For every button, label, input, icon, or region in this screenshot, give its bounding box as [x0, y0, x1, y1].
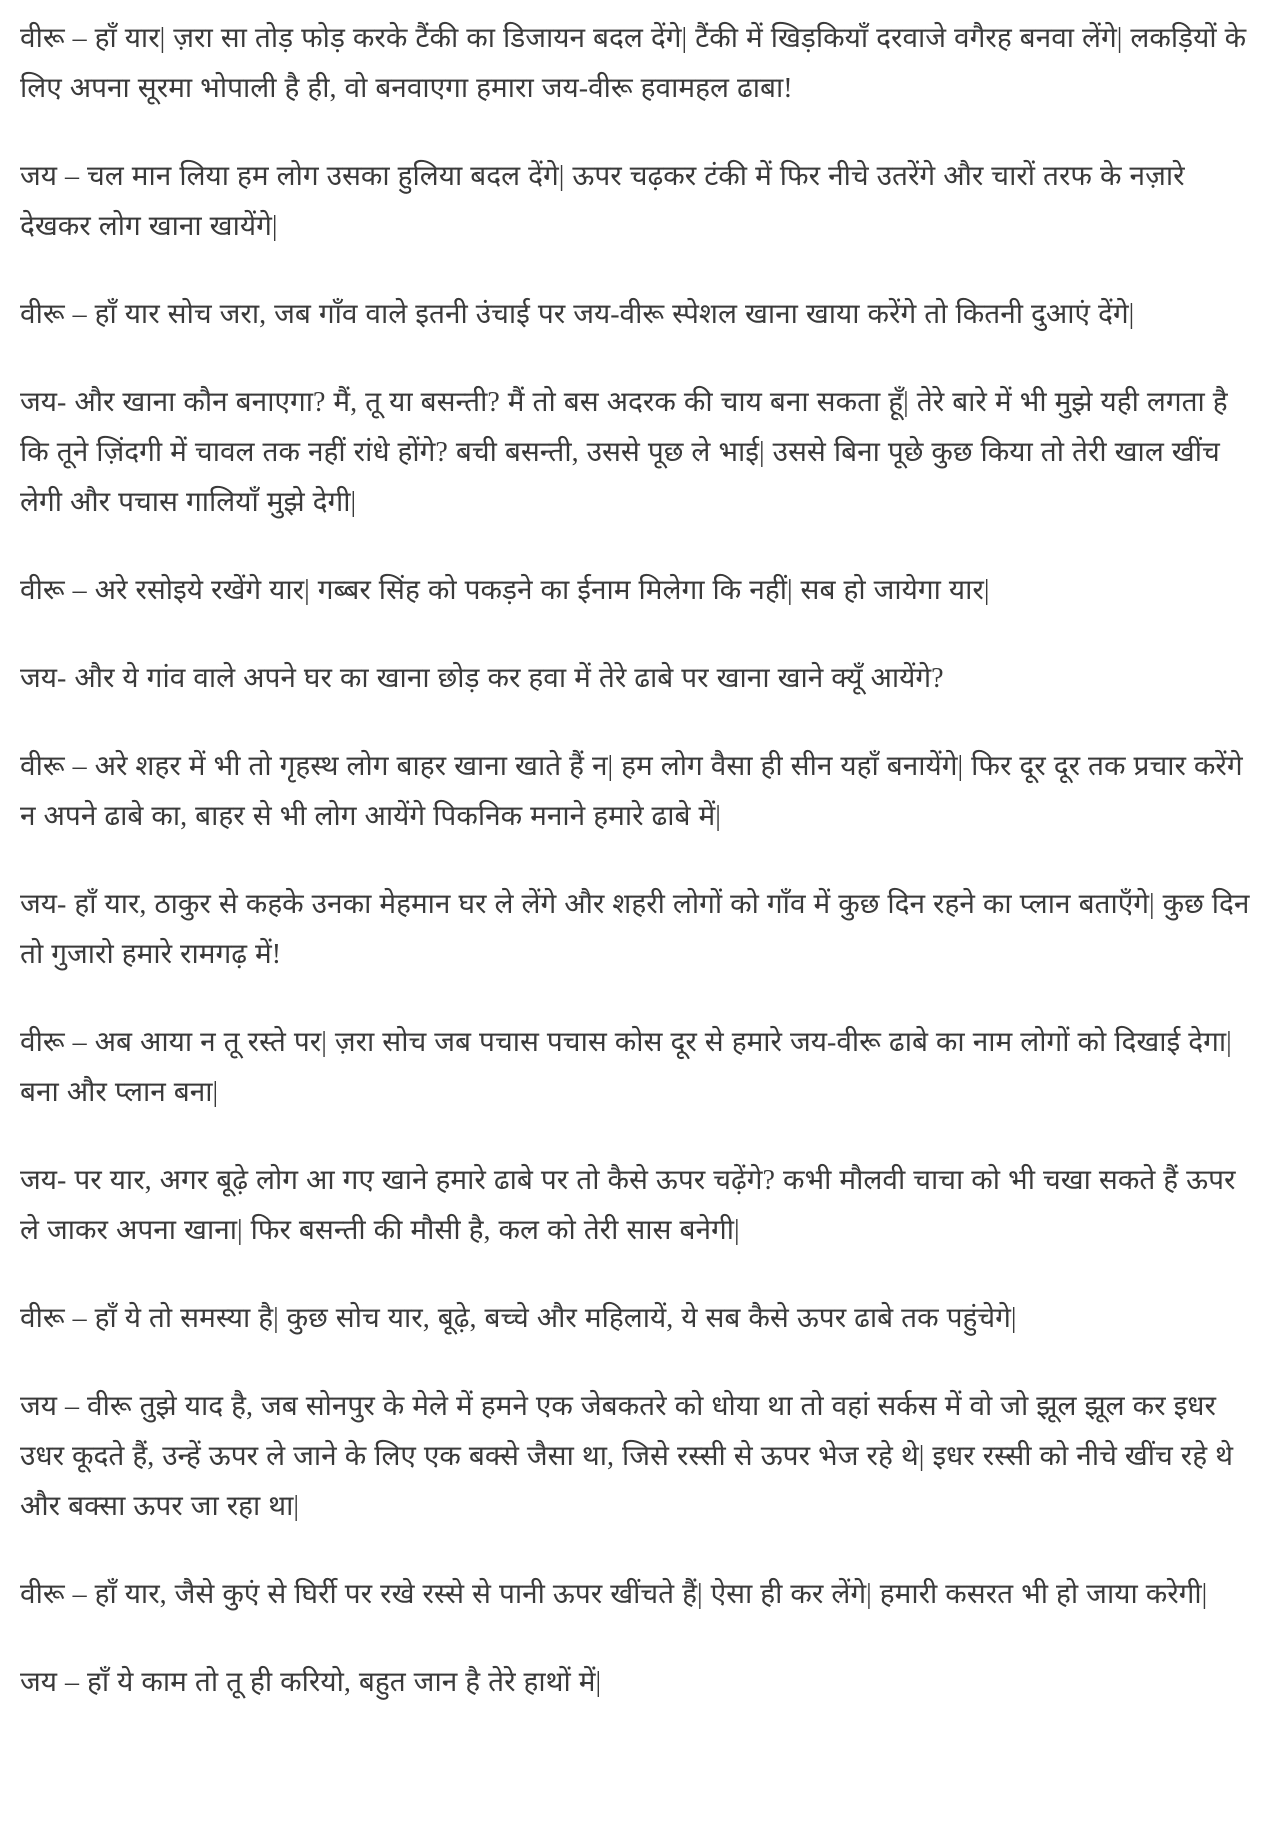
dialogue-paragraph: वीरू – हाँ यार, जैसे कुएं से घिर्री पर रखे रस्से से पानी ऊपर खींचते हैं| ऐसा ही कर लेंगे| हमारी कसरत भी हो जाया करेगी|	[20, 1579, 1208, 1610]
dialogue-paragraph: जय – चल मान लिया हम लोग उसका हुलिया बदल देंगे| ऊपर चढ़कर टंकी में फिर नीचे उतरेंगे और चारों तरफ के नज़ारे देखकर लोग खाना खायेंगे|	[20, 161, 1185, 242]
dialogue-paragraph: जय- और ये गांव वाले अपने घर का खाना छोड़ कर हवा में तेरे ढाबे पर खाना खाने क्यूँ आयेंगे?	[20, 663, 944, 694]
dialogue-paragraph: जय- और खाना कौन बनाएगा? मैं, तू या बसन्ती? मैं तो बस अदरक की चाय बना सकता हूँ| तेरे बारे में भी मुझे यही लगता है कि तूने ज़िंदगी में चावल तक नहीं रांधे होंगे? बची बसन्ती, उससे पूछ ले भाई| उससे बिना पूछे कुछ किया तो तेरी खाल खींच लेगी और पचास गालियाँ मुझे देगी|	[20, 387, 1228, 518]
dialogue-paragraph: वीरू – अरे रसोइये रखेंगे यार| गब्बर सिंह को पकड़ने का ईनाम मिलेगा कि नहीं| सब हो जायेगा यार|	[20, 575, 990, 606]
dialogue-paragraph: वीरू – हाँ ये तो समस्या है| कुछ सोच यार, बूढ़े, बच्चे और महिलायें, ये सब कैसे ऊपर ढाबे तक पहुंचेगे|	[20, 1303, 1017, 1334]
dialogue-paragraph: जय – वीरू तुझे याद है, जब सोनपुर के मेले में हमने एक जेबकतरे को धोया था तो वहां सर्कस में वो जो झूल झूल कर इधर उधर कूदते हैं, उन्हें ऊपर ले जाने के लिए एक बक्से जैसा था, जिसे रस्सी से ऊपर भेज रहे थे| इधर रस्सी को नीचे खींच रहे थे और बक्सा ऊपर जा रहा था|	[20, 1391, 1234, 1522]
dialogue-paragraph: वीरू – हाँ यार सोच जरा, जब गाँव वाले इतनी उंचाई पर जय-वीरू स्पेशल खाना खाया करेंगे तो कितनी दुआएं देंगे|	[20, 299, 1135, 330]
dialogue-paragraph: जय- पर यार, अगर बूढ़े लोग आ गए खाने हमारे ढाबे पर तो कैसे ऊपर चढ़ेंगे? कभी मौलवी चाचा को भी चखा सकते हैं ऊपर ले जाकर अपना खाना| फिर बसन्ती की मौसी है, कल को तेरी सास बनेगी|	[20, 1165, 1236, 1246]
dialogue-document	[20, 14, 1259, 1708]
dialogue-paragraph: जय- हाँ यार, ठाकुर से कहके उनका मेहमान घर ले लेंगे और शहरी लोगों को गाँव में कुछ दिन रहने का प्लान बताएँगे| कुछ दिन तो गुजारो हमारे रामगढ़ में!	[20, 889, 1250, 970]
dialogue-paragraph: जय – हाँ ये काम तो तू ही करियो, बहुत जान है तेरे हाथों में|	[20, 1667, 602, 1698]
dialogue-paragraph: वीरू – अब आया न तू रस्ते पर| ज़रा सोच जब पचास पचास कोस दूर से हमारे जय-वीरू ढाबे का नाम लोगों को दिखाई देगा| बना और प्लान बना|	[20, 1027, 1232, 1108]
dialogue-paragraph: वीरू – अरे शहर में भी तो गृहस्थ लोग बाहर खाना खाते हैं न| हम लोग वैसा ही सीन यहाँ बनायेंगे| फिर दूर दूर तक प्रचार करेंगे न अपने ढाबे का, बाहर से भी लोग आयेंगे पिकनिक मनाने हमारे ढाबे में|	[20, 751, 1243, 832]
dialogue-paragraph: वीरू – हाँ यार| ज़रा सा तोड़ फोड़ करके टैंकी का डिजायन बदल देंगे| टैंकी में खिड़कियाँ दरवाजे वगैरह बनवा लेंगे| लकड़ियों के लिए अपना सूरमा भोपाली है ही, वो बनवाएगा हमारा जय-वीरू हवामहल ढाबा!	[20, 23, 1247, 104]
